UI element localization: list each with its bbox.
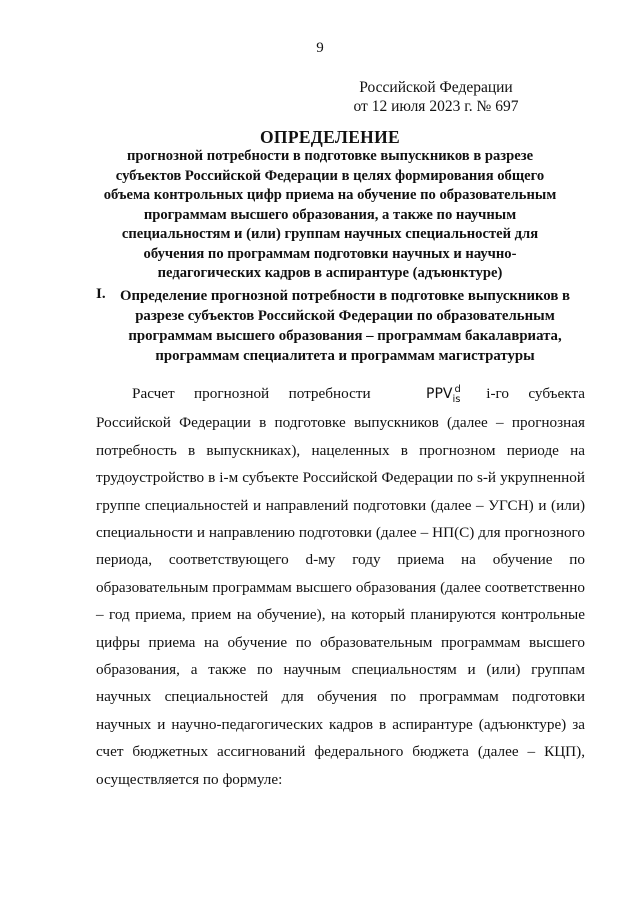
- formula-variable: [390, 381, 467, 409]
- document-subtitle: прогнозной потребности в подготовке выпускников в разрезе субъектов Российской Федерации в целях формирования общего объема контрольных цифр приема на обучение по образовательным программам высшего образования, а также по научным специальностям и (или) группам научных специальностей для обучения по программам подготовки научных и научно-педагогических кадров в аспирантуре (адъюнктуре): [103, 148, 557, 281]
- document-title: ОПРЕДЕЛЕНИЕ: [260, 127, 400, 147]
- decree-reference-line-2: от 12 июля 2023 г. № 697: [353, 98, 519, 115]
- section-number: I.: [96, 286, 106, 302]
- formula-variable-subscript: is: [452, 394, 461, 405]
- paragraph-lead: Расчет прогнозной потребности: [132, 385, 371, 402]
- body-paragraph: [96, 380, 585, 793]
- decree-reference: [336, 78, 536, 116]
- paragraph-rest: i-го субъекта Российской Федерации в подготовке выпускников (далее – прогнозная потребность в выпускниках), нацеленных в прогнозном периоде на трудоустройство в i-м субъекте Российской Федерации по s-й укрупненной группе специальностей и направлений подготовки (далее – УГСН) и (или) специальности и направлению подготовки (далее – НП(С) для прогнозного периода, соответствующего d-му году приема на обучение по образовательным программам высшего образования (далее соответственно – год приема, прием на обучение), на который планируются контрольные цифры приема на обучение по образовательным программам высшего образования, а также по научным специальностям и (или) группам научных специальностей для обучения по программам подготовки научных и научно-педагогических кадров в аспирантуре (адъюнктуре) за счет бюджетных ассигнований федерального бюджета (далее – КЦП), осуществляется по формуле:: [96, 385, 586, 788]
- formula-variable-base: PPV: [426, 386, 453, 402]
- formula-variable-superscript: d: [454, 384, 461, 395]
- decree-reference-line-1: Российской Федерации: [359, 79, 513, 96]
- page-number: 9: [316, 40, 324, 56]
- section-title: Определение прогнозной потребности в подготовке выпускников в разрезе субъектов Российской Федерации по образовательным программам высшего образования – программам бакалавриата, программам специалитета и программам магистратуры: [119, 288, 571, 364]
